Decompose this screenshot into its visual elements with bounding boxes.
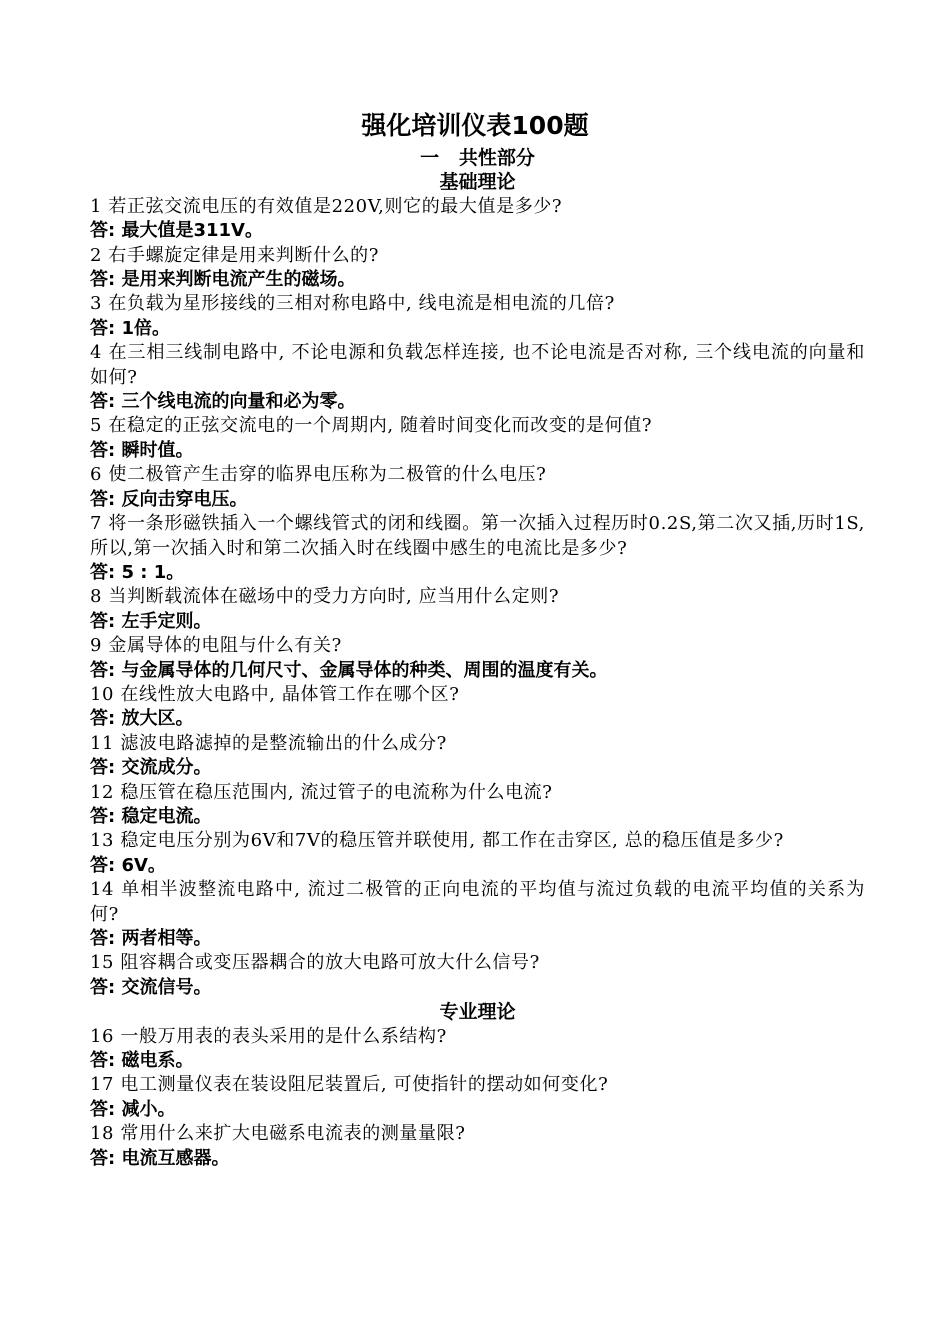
answer: 答: 5 : 1。 [90,561,185,583]
document-body [90,146,865,1171]
answer: 答: 与金属导体的几何尺寸、金属导体的种类、周围的温度有关。 [90,659,608,681]
qa-item [90,732,865,781]
qa-item [90,1025,865,1074]
qa-item [90,463,865,512]
qa-item [90,195,865,244]
answer: 答: 放大区。 [90,708,194,730]
qa-item [90,512,865,585]
question: 18 常用什么来扩大电磁系电流表的测量量限? [90,1123,466,1145]
subsection-heading-professional-theory: 专业理论 [439,1001,516,1024]
question: 5 在稳定的正弦交流电的一个周期内, 随着时间变化而改变的是何值? [90,415,653,437]
answer: 答: 稳定电流。 [90,805,212,827]
qa-item [90,585,865,634]
answer: 答: 是用来判断电流产生的磁场。 [90,269,356,291]
answer: 答: 瞬时值。 [90,439,194,461]
qa-item [90,414,865,463]
answer: 答: 减小。 [90,1098,176,1120]
answer: 答: 1倍。 [90,317,170,339]
qa-item [90,244,865,293]
qa-list-basic-theory [90,195,865,1000]
question: 15 阻容耦合或变压器耦合的放大电路可放大什么信号? [90,952,540,974]
subsection-heading-basic-theory: 基础理论 [439,171,516,194]
question: 17 电工测量仪表在装设阻尼装置后, 可使指针的摆动如何变化? [90,1074,609,1096]
question: 1 若正弦交流电压的有效值是220V,则它的最大值是多少? [90,195,563,217]
question: 9 金属导体的电阻与什么有关? [90,635,342,657]
question: 13 稳定电压分别为6V和7V的稳压管并联使用, 都工作在击穿区, 总的稳压值是多少? [90,830,784,852]
qa-item [90,1073,865,1122]
qa-item [90,829,865,878]
answer: 答: 反向击穿电压。 [90,488,248,510]
question: 14 单相半波整流电路中, 流过二极管的正向电流的平均值与流过负载的电流平均值的关系为何? [90,879,865,925]
question: 3 在负载为星形接线的三相对称电路中, 线电流是相电流的几倍? [90,293,615,315]
answer: 答: 交流信号。 [90,976,212,998]
qa-list-professional-theory [90,1025,865,1171]
answer: 答: 6V。 [90,854,166,876]
qa-item [90,683,865,732]
qa-item [90,292,865,341]
question: 4 在三相三线制电路中, 不论电源和负载怎样连接, 也不论电流是否对称, 三个线电流的向量和如何? [90,342,865,388]
qa-item [90,1122,865,1171]
question: 10 在线性放大电路中, 晶体管工作在哪个区? [90,683,460,705]
question: 2 右手螺旋定律是用来判断什么的? [90,244,380,266]
question: 7 将一条形磁铁插入一个螺线管式的闭和线圈。第一次插入过程历时0.2S,第二次又插,历时1S,所以,第一次插入时和第二次插入时在线圈中感生的电流比是多少? [90,513,865,559]
qa-item [90,951,865,1000]
question: 12 稳压管在稳压范围内, 流过管子的电流称为什么电流? [90,781,553,803]
qa-item [90,781,865,830]
answer: 答: 左手定则。 [90,610,212,632]
answer: 答: 三个线电流的向量和必为零。 [90,391,356,413]
question: 11 滤波电路滤掉的是整流输出的什么成分? [90,732,447,754]
question: 8 当判断载流体在磁场中的受力方向时, 应当用什么定则? [90,586,560,608]
section-heading: 一 共性部分 [420,147,535,169]
qa-item [90,878,865,951]
answer: 答: 电流互感器。 [90,1147,230,1169]
question: 16 一般万用表的表头采用的是什么系结构? [90,1025,447,1047]
qa-item [90,341,865,414]
document-title: 强化培训仪表100题 [361,111,589,140]
answer: 答: 两者相等。 [90,928,212,949]
answer: 答: 磁电系。 [90,1050,194,1072]
answer: 答: 最大值是311V。 [90,220,263,242]
question: 6 使二极管产生击穿的临界电压称为二极管的什么电压? [90,464,547,486]
answer: 答: 交流成分。 [90,757,212,779]
qa-item [90,634,865,683]
